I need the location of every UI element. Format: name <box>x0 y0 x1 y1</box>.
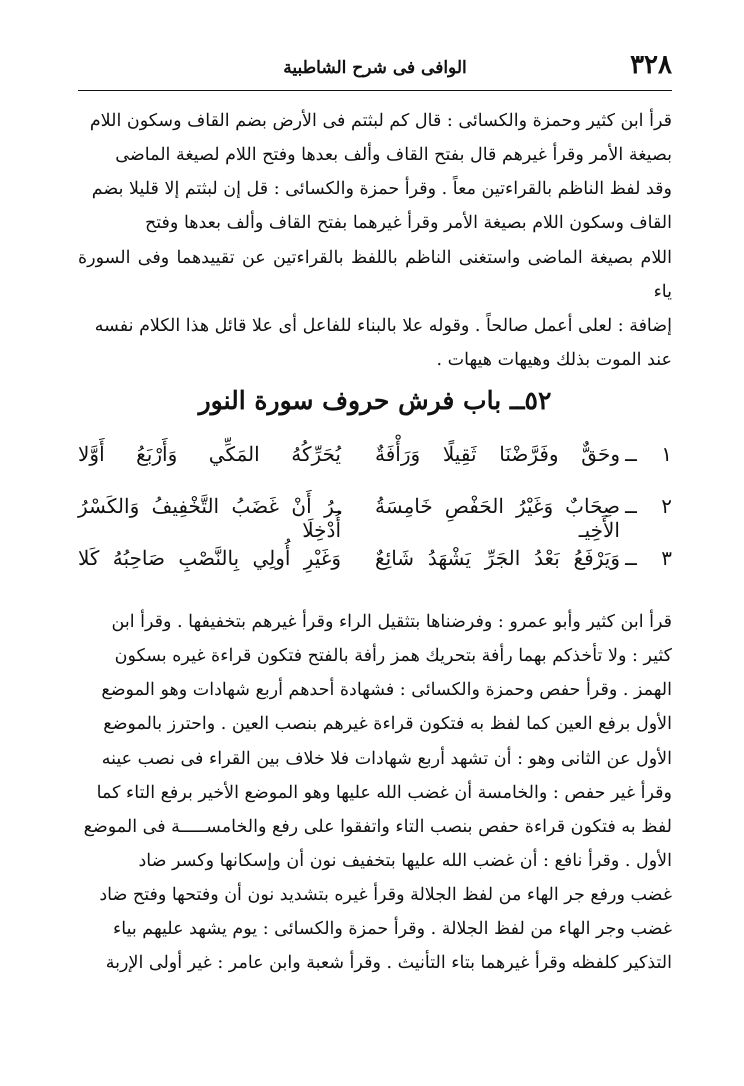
text-line: اللام بصيغة الماضى واستغنى الناظم باللفظ بالقراءتين عن تقييدهما وفى السورة ياء <box>78 247 672 302</box>
verse-dash: ــ <box>625 546 637 570</box>
text-line: غضب وجر الهاء من لفظ الجلالة . وقرأ حمزة والكسائى : يوم يشهد عليهم بياء <box>113 919 672 940</box>
verse-number: ١ <box>661 442 672 466</box>
verse-first-hemistich: صِحَابٌ وَغَيْرُ الحَفْصِ خَامِسَةُ الأَخِيـ <box>375 494 620 542</box>
running-title: الوافى فى شرح الشاطبية <box>283 58 467 78</box>
verse-line <box>78 494 672 546</box>
text-line: بصيغة الأمر وقرأ غيرهم قال بفتح القاف وألف بعدها وفتح اللام لصيغة الماضى <box>115 145 672 166</box>
verse-number: ٢ <box>661 494 672 518</box>
page-header <box>78 44 672 91</box>
text-line: وقرأ غير حفص : والخامسة أن غضب الله عليها وهو الموضع الأخير برفع التاء كما <box>96 782 672 803</box>
text-line: كثير : ولا تأخذكم بهما رأفة بتحريك همز رأفة بالفتح فتكون قراءة غيره بسكون <box>114 646 672 667</box>
verse-first-hemistich: وحَقٌّ وفَرَّضْنَا ثَقِيلًا وَرَأْفَةٌ <box>375 442 620 466</box>
text-line: الأول . وقرأ نافع : أن غضب الله عليها بتخفيف نون أن وإسكانها وكسر ضاد <box>138 850 672 871</box>
verse-line <box>78 546 672 598</box>
text-line: الأول برفع العين كما لفظ به فتكون قراءة غيرهم بنصب العين . واحترز بالموضع <box>103 714 672 735</box>
text-line: وقد لفظ الناظم بالقراءتين معاً . وقرأ حمزة والكسائى : قل إن لبثتم إلا قليلا بضم <box>91 179 672 200</box>
text-line: إضافة : لعلى أعمل صالحاً . وقوله علا بالبناء للفاعل أى علا قائل هذا الكلام نفسه <box>94 315 672 336</box>
chapter-heading: ٥٢ــ باب فرش حروف سورة النور <box>198 386 552 415</box>
text-line: قرأ ابن كثير وأبو عمرو : وفرضناها بتثقيل الراء وقرأ غيرهم بتخفيفها . وقرأ ابن <box>111 612 672 632</box>
verse-dash: ــ <box>625 494 637 518</box>
text-line: الأول عن الثانى وهو : أن تشهد أربع شهادات فلا خلاف بين القراء فى نصب عينه <box>101 748 672 769</box>
verse-first-hemistich: وَيَرْفَعُ بَعْدُ الجَرِّ يَشْهَدُ شَائِعٌ <box>375 546 620 570</box>
text-line: غضب ورفع جر الهاء من لفظ الجلالة وقرأ غيره بتشديد نون أن وفتحها وفتح ضاد <box>99 885 672 905</box>
text-line: لفظ به فتكون قراءة حفص بنصب التاء واتفقوا على رفع والخامســـــة فى الموضع <box>83 816 672 837</box>
text-line: التذكير كلفظه وقرأ غيرهما بتاء التأنيث . وقرأ شعبة وابن عامر : غير أولى الإربة <box>105 953 672 974</box>
verse-second-hemistich: يُحَرِّكُهُ المَكِّي وَأَرْبَعُ أَوَّلا <box>78 442 341 466</box>
text-line: قرأ ابن كثير وحمزة والكسائى : قال كم لبثتم فى الأرض بضم القاف وسكون اللام <box>89 111 672 131</box>
verse-dash: ــ <box>625 442 637 466</box>
text-line: القاف وسكون اللام بصيغة الأمر وقرأ غيرهما بفتح القاف وألف بعدها وفتح <box>144 213 672 234</box>
verse-line <box>78 442 672 494</box>
bottom-paragraph <box>78 605 672 980</box>
text-line: عند الموت بذلك وهيهات هيهات . <box>436 349 672 370</box>
verse-second-hemistich: ـرُ أَنْ غَضَبُ التَّخْفِيفُ وَالكَسْرُ أُدْخِلَا <box>78 494 341 542</box>
verse-second-hemistich: وَغَيْرِ أُولِي بِالنَّصْبِ صَاحِبُهُ كَلا <box>78 546 341 570</box>
verse-block <box>78 442 672 598</box>
page-number: ٣٢٨ <box>630 50 672 80</box>
top-paragraph <box>78 104 672 377</box>
text-line: الهمز . وقرأ حفص وحمزة والكسائى : فشهادة أحدهم أربع شهادات وهو الموضع <box>101 680 672 701</box>
verse-number: ٣ <box>661 546 672 570</box>
